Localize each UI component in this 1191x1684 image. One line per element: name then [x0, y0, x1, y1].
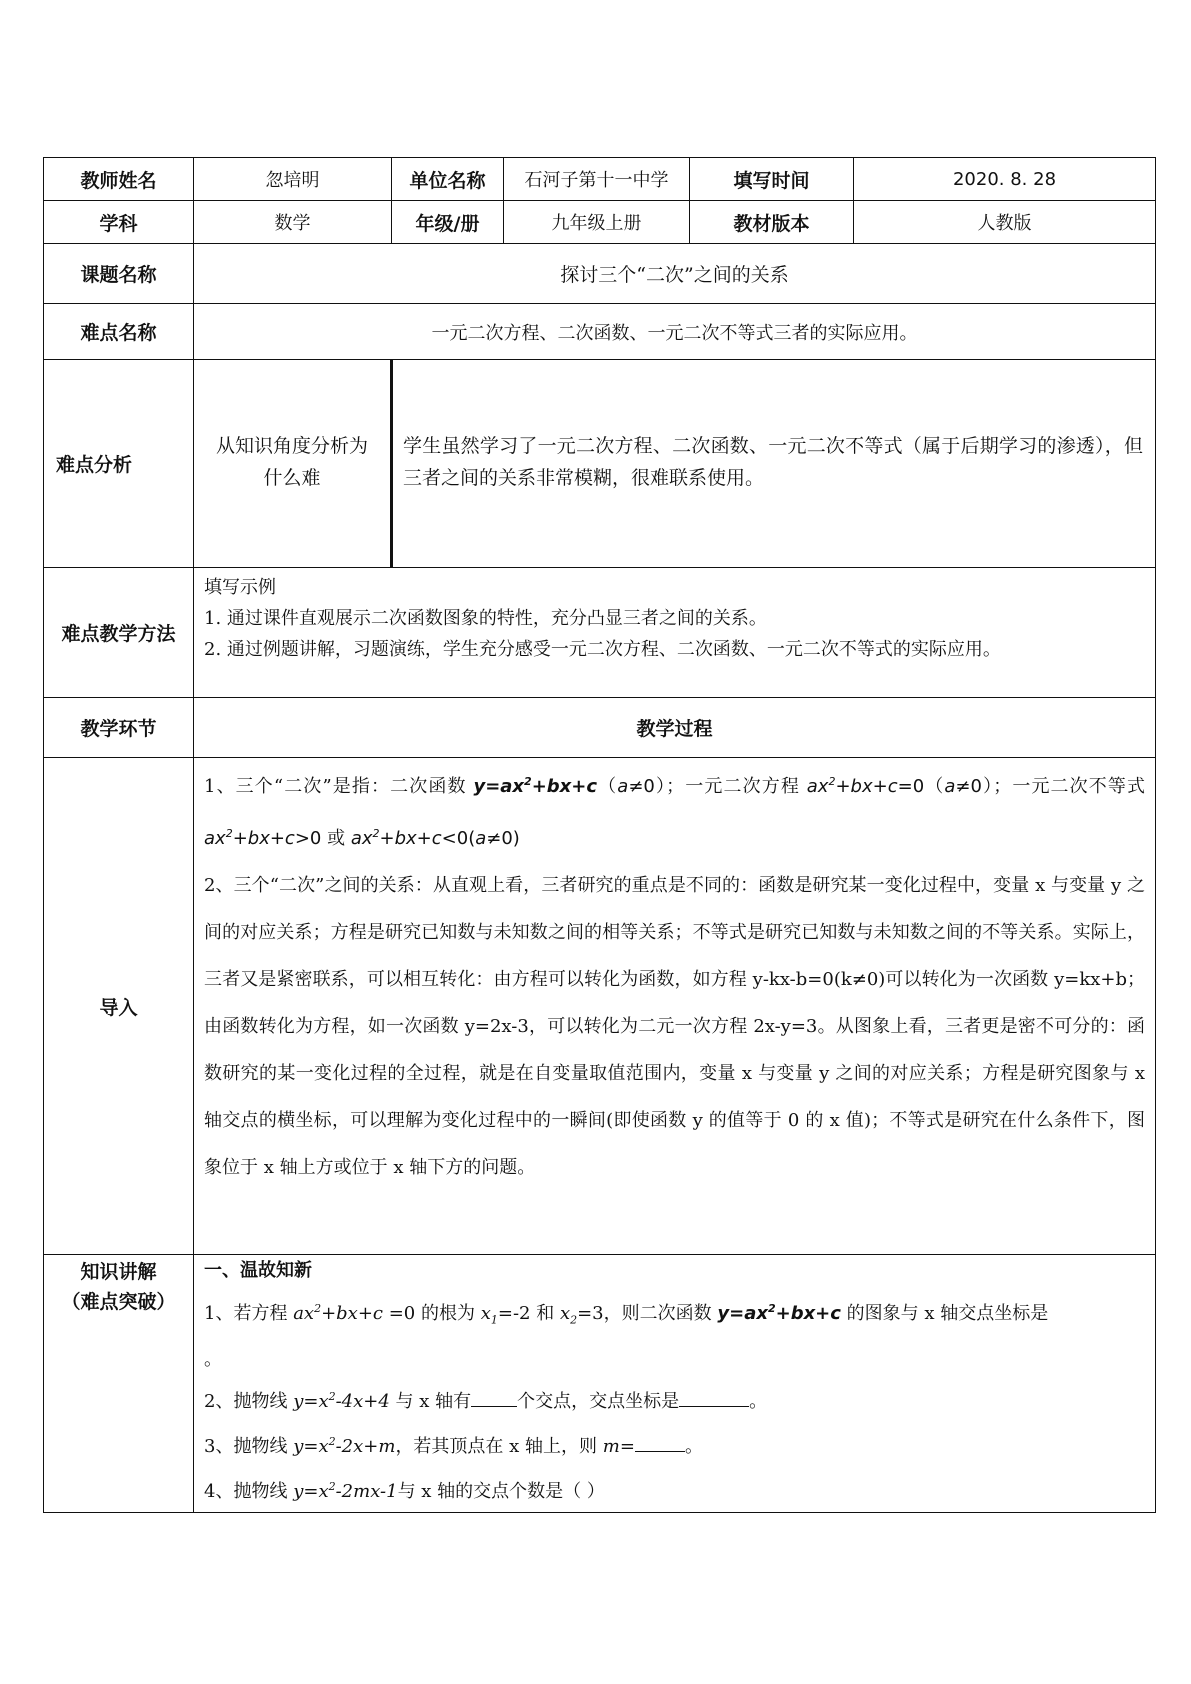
row-intro [44, 758, 1156, 1255]
q2-d: 。 [749, 1390, 768, 1412]
intro-p1-b: ；一元二次方程 [666, 776, 807, 797]
edition-value: 人教版 [854, 201, 1156, 244]
intro-text [194, 758, 1155, 1191]
intro-paragraph-1: 1、三个“二次”是指：二次函数 $y=ax^2+bx+c(a\ne 0)$；一元二次方程 $ax^2+bx+c=0(a\ne 0)$；一元二次不等式 $ax^2+bx+c>0$ 或 $ax^2+bx+c<0(a\ne 0)$ [204, 775, 1146, 849]
row-knowledge [44, 1255, 1156, 1513]
teacher-label: 教师姓名 [44, 158, 194, 201]
question-4: 4、抛物线 $y=x^2-2mx-1$与 x 轴的交点个数是（ ） [204, 1479, 605, 1502]
knowledge-label-line1: 知识讲解 [80, 1261, 157, 1283]
intro-label: 导入 [44, 758, 194, 1255]
intro-p1-or: 或 [321, 828, 351, 849]
q4-a: 4、抛物线 [204, 1480, 294, 1502]
form-table [43, 157, 1156, 1513]
q1-c: 和 [530, 1303, 560, 1324]
row-process-header [44, 698, 1156, 758]
unit-value: 石河子第十一中学 [504, 158, 690, 201]
teacher-value: 忽培明 [194, 158, 392, 201]
q3-a: 3、抛物线 [204, 1435, 294, 1457]
row-analysis [44, 360, 1156, 568]
topic-label: 课题名称 [44, 244, 194, 304]
intro-paragraph-2: 2、三个“二次”之间的关系：从直观上看，三者研究的重点是不同的：函数是研究某一变化过程中，变量 x 与变量 y 之间的对应关系；方程是研究已知数与未知数之间的相等关系；不等式是研究已知数与未知数之间的不等关系。实际上，三者又是紧密联系，可以相互转化：由方程可以转化为函数，如方程 y-kx-b=0(k≠0)可以转化为一次函数 y=kx+b；由函数转化为方程，如一次函数 y=2x-3，可以转化为二元一次方程 2x-y=3。从图象上看，三者更是密不可分的：函数研究的某一变化过程的全过程，就是在自变量取值范围内，变量 x 与变量 y 之间的对应关系；方程是研究图象与 x 轴交点的横坐标，可以理解为变化过程中的一瞬间(即使函数 y 的值等于 0 的 x 值)；不等式是研究在什么条件下，图象位于 x 轴上方或位于 x 轴下方的问题。 [204, 875, 1145, 1178]
unit-label: 单位名称 [392, 158, 504, 201]
q4-b: 与 x 轴的交点个数是（ ） [397, 1480, 605, 1502]
q2-blank-2[interactable] [679, 1388, 749, 1407]
knowledge-label-line2: （难点突破） [61, 1291, 176, 1313]
grade-label: 年级/册 [392, 201, 504, 244]
analysis-label: 难点分析 [44, 360, 194, 568]
method-heading: 填写示例 [204, 577, 276, 598]
row-topic [44, 244, 1156, 304]
intro-cell [194, 758, 1156, 1255]
lesson-plan-form [43, 157, 1155, 1513]
q1-e: 的图象与 x 轴交点坐标是 [840, 1303, 1049, 1324]
analysis-sub-cell [194, 360, 392, 568]
question-2: 2、抛物线 $y=x^2-4x+4$ 与 x 轴有 个交点，交点坐标是 。 [204, 1389, 768, 1412]
row-difficulty [44, 304, 1156, 360]
intro-p1-c: ；一元二次不等式 [993, 776, 1146, 797]
method-item-2: 2. 通过例题讲解，习题演练，学生充分感受一元二次方程、二次函数、一元二次不等式的实际应用。 [204, 639, 1001, 660]
q1-d: ，则二次函数 [603, 1303, 718, 1324]
difficulty-value: 一元二次方程、二次函数、一元二次不等式三者的实际应用。 [194, 304, 1156, 360]
analysis-sub-label: 从知识角度分析为什么难 [215, 435, 368, 489]
intro-p1-a: 1、三个“二次”是指：二次函数 [204, 776, 474, 797]
process-heading: 教学过程 [194, 698, 1156, 758]
q2-blank-1[interactable] [471, 1388, 517, 1407]
question-1: 1、若方程 $ax^2+bx+c =0$ 的根为 $x_1=-2$ 和 $x_2=3$，则二次函数 $y=ax^2+bx+c$ 的图象与 x 轴交点坐标是 [204, 1302, 1049, 1327]
analysis-text: 学生虽然学习了一元二次方程、二次函数、一元二次不等式（属于后期学习的渗透），但三者之间的关系非常模糊，很难联系使用。 [403, 435, 1143, 489]
row-subject [44, 201, 1156, 244]
difficulty-label: 难点名称 [44, 304, 194, 360]
date-value: 2020. 8. 28 [854, 158, 1156, 201]
method-item-1: 1. 通过课件直观展示二次函数图象的特性，充分凸显三者之间的关系。 [204, 608, 767, 629]
q2-a: 2、抛物线 [204, 1390, 294, 1412]
row-teacher [44, 158, 1156, 201]
q1-b: =0 的根为 [383, 1303, 481, 1324]
grade-value: 九年级上册 [504, 201, 690, 244]
analysis-text-cell [392, 360, 1156, 568]
q2-c: 个交点，交点坐标是 [517, 1390, 680, 1412]
topic-value: 探讨三个“二次”之间的关系 [194, 244, 1156, 304]
q3-b: ，若其顶点在 x 轴上，则 [395, 1435, 603, 1457]
method-label: 难点教学方法 [44, 568, 194, 698]
subject-label: 学科 [44, 201, 194, 244]
knowledge-label-cell [44, 1255, 194, 1513]
date-label: 填写时间 [690, 158, 854, 201]
question-1-end: 。 [204, 1348, 222, 1370]
q2-b: 与 x 轴有 [389, 1390, 472, 1412]
subject-value: 数学 [194, 201, 392, 244]
q3-blank[interactable] [635, 1433, 685, 1452]
method-cell [194, 568, 1156, 698]
question-3: 3、抛物线 $y=x^2-2x+m$，若其顶点在 x 轴上，则 m= 。 [204, 1434, 703, 1457]
q3-c: 。 [684, 1435, 703, 1457]
q1-a: 1、若方程 [204, 1303, 294, 1324]
row-method [44, 568, 1156, 698]
process-label: 教学环节 [44, 698, 194, 758]
edition-label: 教材版本 [690, 201, 854, 244]
knowledge-cell [194, 1255, 1156, 1513]
knowledge-section: 一、温故知新 [204, 1260, 312, 1281]
